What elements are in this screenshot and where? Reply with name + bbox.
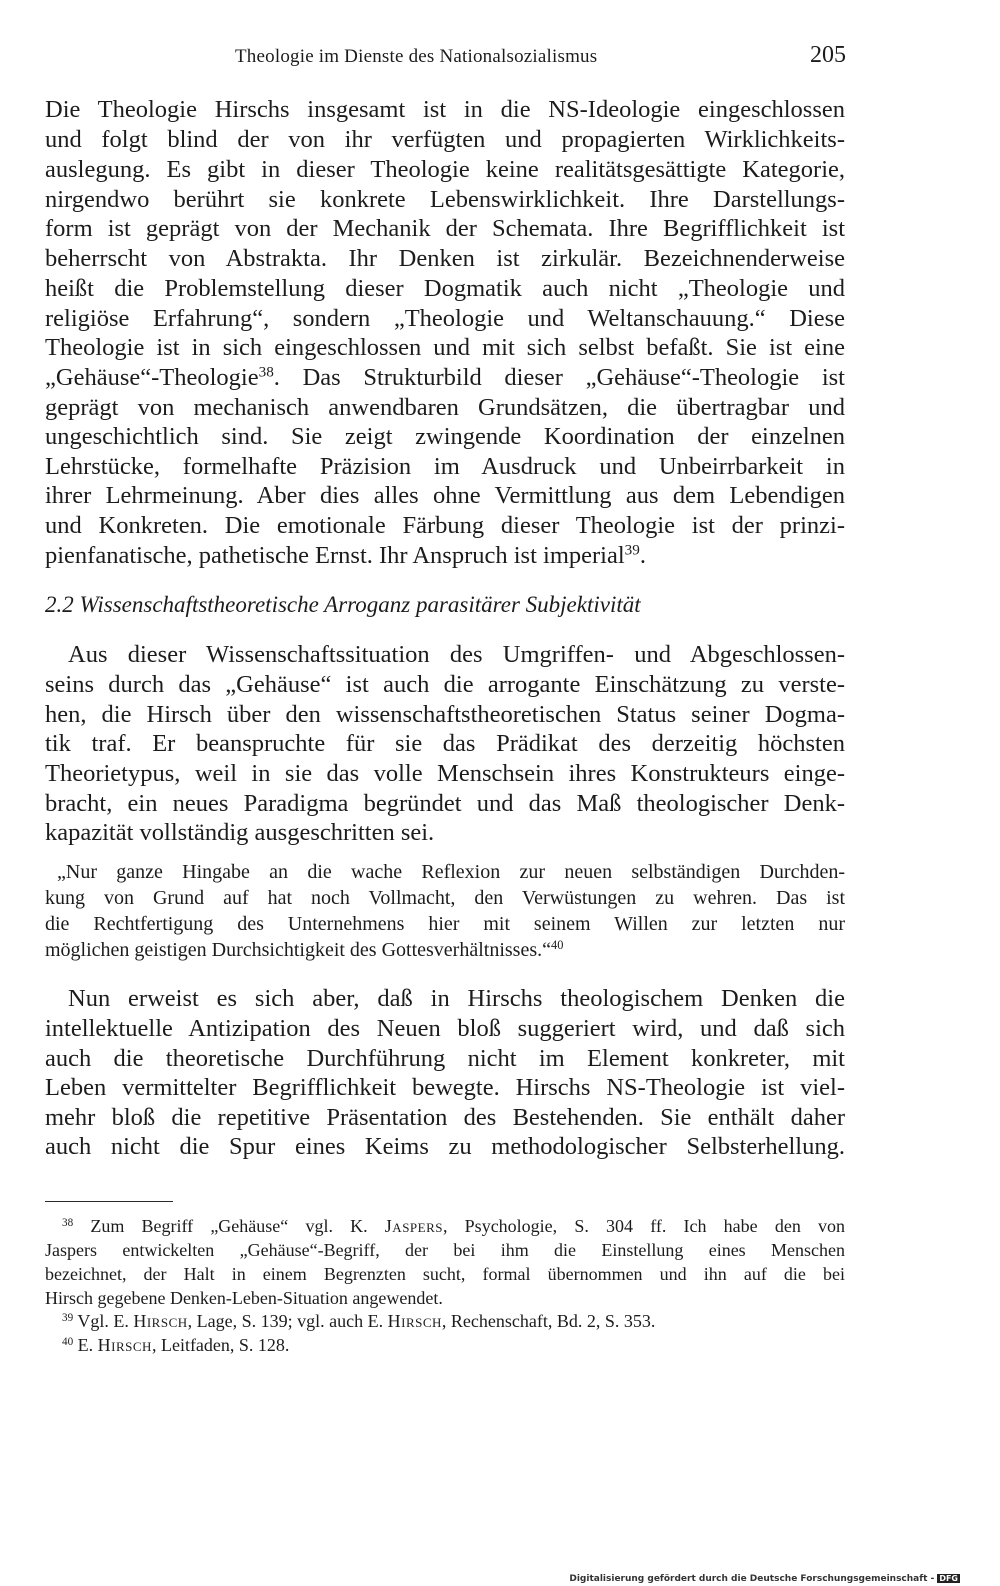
footnote-text: Zum Begriff „Gehäuse“ vgl. K. [90,1216,385,1236]
paragraph-line: Theologie ist in sich eingeschlossen und mit sich selbst befaßt. Sie ist eine [45,334,845,361]
paragraph-line: seins durch das „Gehäuse“ ist auch die arrogante Einschätzung zu verste- [45,671,845,698]
footnote-divider [45,1201,173,1202]
footnote-line: Hirsch gegebene Denken-Leben-Situation angewendet. [45,1288,443,1308]
paragraph-line: tik traf. Er beanspruchte für sie das Prädikat des derzeitig höchsten [45,730,845,757]
quote-line [45,937,845,963]
credit-text: Digitalisierung gefördert durch die Deutsche Forschungsgemeinschaft - [569,1574,935,1584]
footnote-text: , Leitfaden, S. 128. [151,1335,290,1355]
paragraph-text: „Gehäuse“-Theologie [45,364,259,391]
author-name: Jaspers [384,1216,443,1236]
quote-line: „Nur ganze Hingabe an die wache Reflexion zur neuen selbständigen Durchden- [57,861,845,883]
paragraph-line: heißt die Problemstellung dieser Dogmatik auch nicht „Theologie und [45,275,845,302]
footnote-ref-40[interactable]: 40 [551,938,564,953]
running-head [0,42,1000,76]
quote-text: möglichen geistigen Durchsichtigkeit des Gottesverhältnisses.“ [45,939,551,961]
footnote-mark: 39 [62,1311,74,1324]
author-name: Hirsch [97,1335,152,1355]
paragraph-line: und folgt blind der von ihr verfügten und propagierten Wirklichkeits- [45,126,845,153]
author-name: Hirsch [387,1311,442,1331]
quote-line: kung von Grund auf hat noch Vollmacht, den Verwüstungen zu wehren. Das ist [45,887,845,909]
paragraph-line: auch die theoretische Durchführung nicht im Element konkreter, mit [45,1045,845,1072]
footnote-mark: 40 [62,1335,74,1348]
paragraph-line: Leben vermittelter Begrifflichkeit bewegte. Hirschs NS-Theologie ist viel- [45,1074,845,1101]
paragraph-line: religiöse Erfahrung“, sondern „Theologie und Weltanschauung.“ Diese [45,305,845,332]
footnote-39 [62,1310,845,1333]
paragraph-line: ungeschichtlich sind. Sie zeigt zwingende Koordination der einzelnen [45,423,845,450]
footnote-line: Jaspers entwickelten „Gehäuse“-Begriff, der bei ihm die Einstellung eines Menschen [45,1240,845,1260]
paragraph-text: pienfanatische, pathetische Ernst. Ihr Anspruch ist imperial [45,542,625,569]
paragraph-line [45,363,845,393]
paragraph-line: intellektuelle Antizipation des Neuen bloß suggeriert wird, und daß sich [45,1015,845,1042]
paragraph-line: auslegung. Es gibt in dieser Theologie keine realitätsgesättigte Kategorie, [45,156,845,183]
paragraph-line: Aus dieser Wissenschaftssituation des Umgriffen- und Abgeschlossen- [68,641,845,668]
paragraph-line: Theorietypus, weil in sie das volle Menschsein ihres Konstrukteurs einge- [45,760,845,787]
dfg-logo: DFG [939,1574,958,1583]
paragraph-line: Lehrstücke, formelhafte Präzision im Ausdruck und Unbeirrbarkeit in [45,453,845,480]
paragraph-line: ihrer Lehrmeinung. Aber dies alles ohne Vermittlung aus dem Lebendigen [45,482,845,509]
footnote-text: , Psychologie, S. 304 ff. Ich habe den von [443,1216,845,1236]
quote-line: die Rechtfertigung des Unternehmens hier mit seinem Willen zur letzten nur [45,913,845,935]
footnote-text: Vgl. E. [77,1311,134,1331]
footnote-ref-38[interactable]: 38 [258,363,274,381]
footnote-38 [62,1215,845,1238]
footnote-text: E. [77,1335,98,1355]
section-heading: 2.2 Wissenschaftstheoretische Arroganz parasitärer Subjektivität [45,592,641,617]
paragraph-line: form ist geprägt von der Mechanik der Schemata. Ihre Begrifflichkeit ist [45,215,845,242]
paragraph-line: kapazität vollständig ausgeschritten sei. [45,819,435,846]
paragraph-line: mehr bloß die repetitive Präsentation des Bestehenden. Sie enthält daher [45,1104,845,1131]
paragraph-text: . [639,542,646,569]
paragraph-line: und Konkreten. Die emotionale Färbung dieser Theologie ist der prinzi- [45,512,845,539]
paragraph-line: hen, die Hirsch über den wissenschaftstheoretischen Status seiner Dogma- [45,701,845,728]
paragraph-line: geprägt von mechanisch anwendbaren Grundsätzen, die übertragbar und [45,394,845,421]
paragraph-line: beherrscht von Abstrakta. Ihr Denken ist zirkulär. Bezeichnenderweise [45,245,845,272]
paragraph-line: Nun erweist es sich aber, daß in Hirschs theologischem Denken die [68,985,845,1012]
paragraph-text: . Das Strukturbild dieser „Gehäuse“-Theologie ist [273,364,845,391]
author-name: Hirsch [133,1311,188,1331]
footnote-mark: 38 [62,1216,74,1229]
footnote-ref-39[interactable]: 39 [624,541,640,559]
paragraph-line [45,541,845,571]
paragraph-line: Die Theologie Hirschs insgesamt ist in die NS-Ideologie eingeschlossen [45,96,845,123]
digitization-credit [569,1574,960,1586]
footnote-text: , Lage, S. 139; vgl. auch E. [187,1311,388,1331]
paragraph-line: bracht, ein neues Paradigma begründet und das Maß theologischer Denk- [45,790,845,817]
footnote-40 [62,1334,845,1357]
page-number: 205 [810,42,846,68]
footnote-line: bezeichnet, der Halt in einem Begrenzten sucht, formal übernommen und ihn auf die bei [45,1264,845,1284]
running-title: Theologie im Dienste des Nationalsozialismus [235,46,598,67]
paragraph-line: nirgendwo berührt sie konkrete Lebenswirklichkeit. Ihre Darstellungs- [45,186,845,213]
footnote-text: , Rechenschaft, Bd. 2, S. 353. [441,1311,656,1331]
paragraph-line: auch nicht die Spur eines Keims zu methodologischer Selbsterhellung. [45,1133,845,1160]
